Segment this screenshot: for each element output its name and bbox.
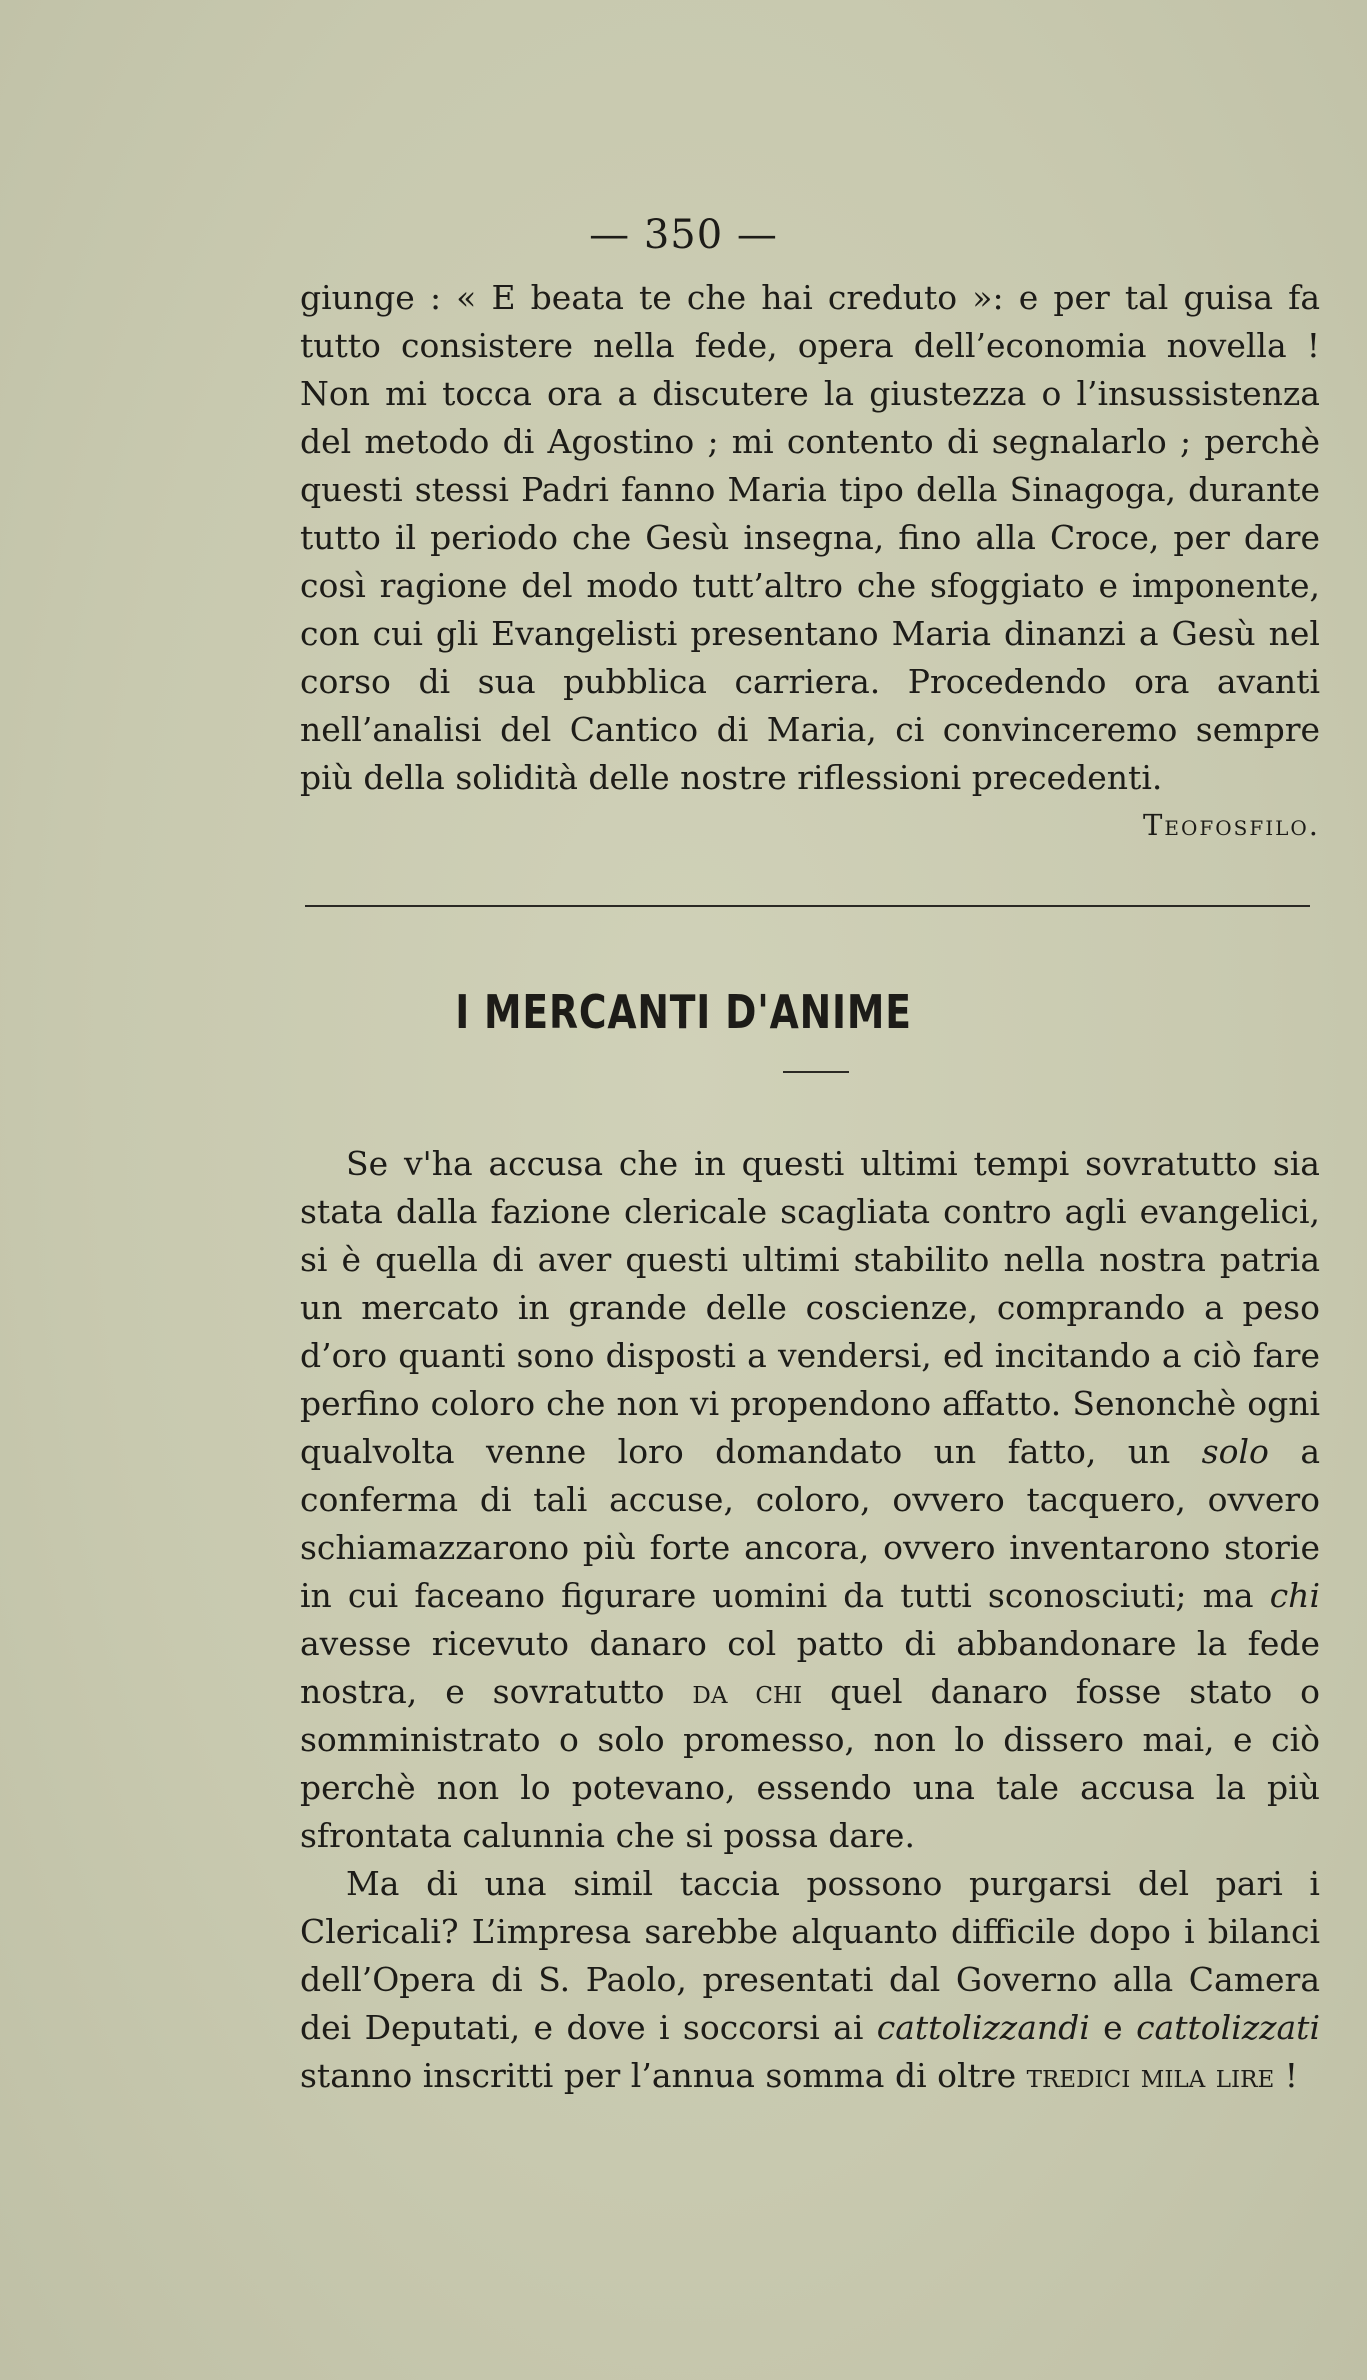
article-paragraph-1 bbox=[300, 1140, 1320, 1860]
author-signature: Teofosfilo. bbox=[1143, 808, 1320, 842]
page-number: — 350 — bbox=[589, 212, 778, 258]
closing-paragraph-container bbox=[300, 274, 1320, 802]
section-divider bbox=[305, 905, 1310, 907]
article-title: I MERCANTI D'ANIME bbox=[455, 985, 912, 1039]
text-run: e bbox=[1089, 2008, 1137, 2047]
text-run: stanno inscritti per l’annua somma di oltre bbox=[300, 2056, 1027, 2095]
italic-run: solo bbox=[1201, 1432, 1269, 1471]
text-run: ! bbox=[1274, 2056, 1299, 2095]
italic-run: cattolizzandi bbox=[876, 2008, 1090, 2047]
title-underline bbox=[783, 1071, 849, 1073]
text-run: avesse ricevuto danaro col patto di abbandonare la fede nostra, e sovratutto bbox=[300, 1624, 1320, 1711]
smallcaps-run: da chi bbox=[692, 1672, 803, 1711]
italic-run: chi bbox=[1269, 1576, 1320, 1615]
text-run: quel danaro fosse stato o somministrato o solo promesso, non lo dissero mai, e ciò perchè non lo potevano, essendo una tale accusa la più sfrontata calunnia che si possa dare. bbox=[300, 1672, 1320, 1855]
italic-run: cattolizzati bbox=[1136, 2008, 1320, 2047]
text-run: Ma di una simil taccia possono purgarsi del pari i Clericali? L’impresa sarebbe alquanto difficile dopo i bilanci dell’Opera di S. Paolo, presentati dal Governo alla Camera dei Deputati, e dove i soccorsi ai bbox=[300, 1864, 1320, 2047]
article-paragraph-2 bbox=[300, 1860, 1320, 2100]
text-run: Se v'ha accusa che in questi ultimi tempi sovratutto sia stata dalla fazione clericale scagliata contro agli evangelici, si è quella di aver questi ultimi stabilito nella nostra patria un mercato in grande delle coscienze, comprando a peso d’oro quanti sono disposti a vendersi, ed incitando a ciò fare perfino coloro che non vi propendono affatto. Senonchè ogni qualvolta venne loro domandato un fatto, un bbox=[300, 1144, 1320, 1471]
text-run: a conferma di tali accuse, coloro, ovvero tacquero, ovvero schiamazzarono più forte ancora, ovvero inventarono storie in cui faceano figurare uomini da tutti sconosciuti; ma bbox=[300, 1432, 1320, 1615]
smallcaps-run: tredici mila lire bbox=[1026, 2056, 1275, 2095]
article-body bbox=[300, 1140, 1320, 2100]
closing-paragraph: giunge : « E beata te che hai creduto »: e per tal guisa fa tutto consistere nella fede, opera dell’economia novella ! Non mi tocca ora a discutere la giustezza o l’insussistenza del metodo di Agostino ; mi contento di segnalarlo ; perchè questi stessi Padri fanno Maria tipo della Sinagoga, durante tutto il periodo che Gesù insegna, fino alla Croce, per dare così ragione del modo tutt’altro che sfoggiato e imponente, con cui gli Evangelisti presentano Maria dinanzi a Gesù nel corso di sua pubblica carriera. Procedendo ora avanti nell’analisi del Cantico di Maria, ci convinceremo sempre più della solidità delle nostre riflessioni precedenti. bbox=[300, 278, 1320, 797]
